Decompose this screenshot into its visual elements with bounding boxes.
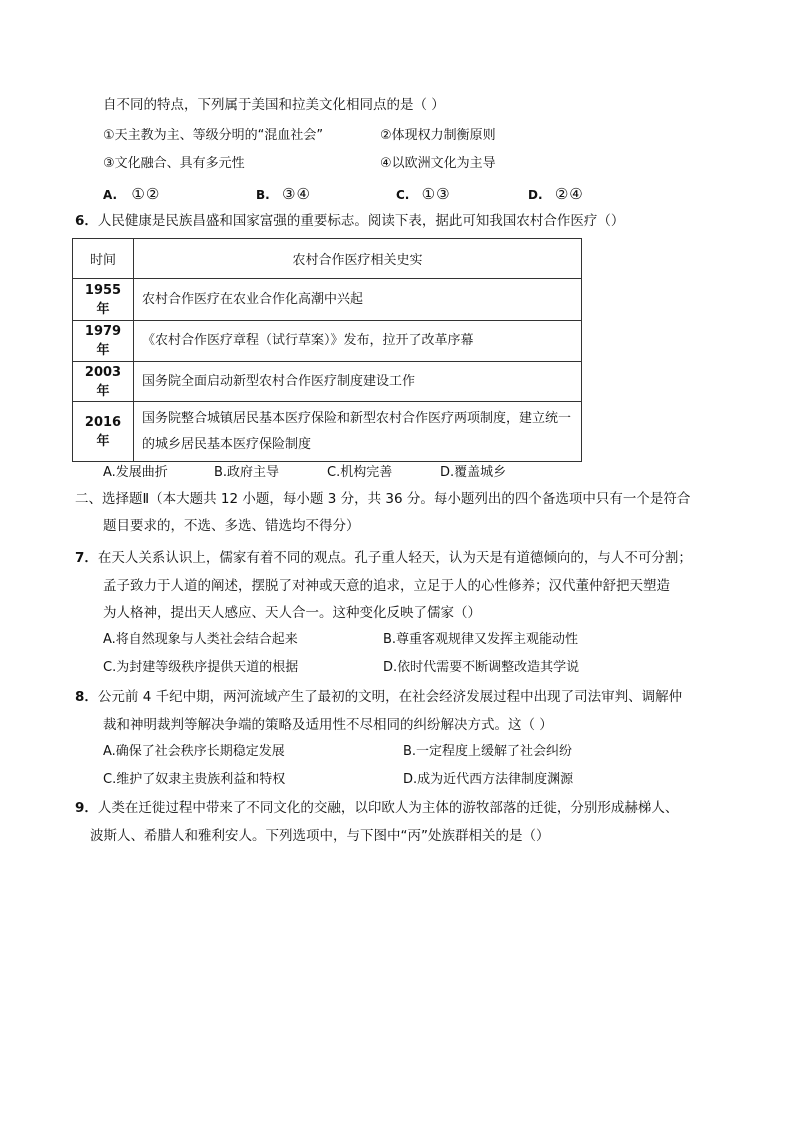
- q8-stem-line-1: 8．公元前 4 千纪中期，两河流域产生了最初的文明，在社会经济发展过程中出现了司法审判、调解仲: [75, 689, 683, 705]
- q5-item-4: ④以欧洲文化为主导: [380, 156, 496, 171]
- q7-option-b[interactable]: B.尊重客观规律又发挥主观能动性: [383, 632, 579, 647]
- table-row: [73, 321, 582, 362]
- q6-option-b[interactable]: B.政府主导: [214, 465, 280, 480]
- table-cell-fact: 国务院整合城镇居民基本医疗保险和新型农村合作医疗两项制度，建立统一的城乡居民基本医疗保险制度: [134, 402, 582, 462]
- table-row: [73, 402, 582, 462]
- q5-option-c[interactable]: C. ①③: [396, 185, 451, 203]
- q5-item-2: ②体现权力制衡原则: [380, 128, 496, 143]
- q8-option-b[interactable]: B.一定程度上缓解了社会纠纷: [403, 744, 573, 759]
- table-row: [73, 279, 582, 321]
- q8-option-a[interactable]: A.确保了社会秩序长期稳定发展: [103, 744, 285, 759]
- q8-stem-line-2: 裁和神明裁判等解决争端的策略及适用性不尽相同的纠纷解决方式。这（ ）: [103, 717, 553, 733]
- q6-option-a[interactable]: A.发展曲折: [103, 465, 168, 480]
- table-header-facts: 农村合作医疗相关史实: [134, 239, 582, 279]
- table-cell-year: 1979 年: [73, 321, 134, 362]
- q5-item-3: ③文化融合、具有多元性: [103, 156, 245, 171]
- q9-stem-line-2: 波斯人、希腊人和雅利安人。下列选项中，与下图中“丙”处族群相关的是（）: [90, 828, 550, 844]
- section-2-header: 二、选择题Ⅱ（本大题共 12 小题，每小题 3 分，共 36 分。每小题列出的四个备选项中只有一个是符合: [75, 491, 691, 507]
- q5-stem: 自不同的特点，下列属于美国和拉美文化相同点的是（ ）: [103, 97, 445, 113]
- q5-item-1: ①天主教为主、等级分明的“混血社会”: [103, 128, 324, 143]
- q6-stem: 6．人民健康是民族昌盛和国家富强的重要标志。阅读下表，据此可知我国农村合作医疗（）: [75, 213, 625, 229]
- table-cell-year: 1955 年: [73, 279, 134, 321]
- q7-stem-line-2: 孟子致力于人道的阐述，摆脱了对神或天意的追求，立足于人的心性修养；汉代董仲舒把天塑造: [103, 578, 670, 594]
- q7-stem-line-1: 7．在天人关系认识上，儒家有着不同的观点。孔子重人轻天，认为天是有道德倾向的，与人不可分割；: [75, 550, 692, 566]
- q6-history-table: [72, 238, 582, 462]
- q6-option-d[interactable]: D.覆盖城乡: [440, 465, 507, 480]
- table-cell-fact: 国务院全面启动新型农村合作医疗制度建设工作: [134, 362, 582, 402]
- q6-option-c[interactable]: C.机构完善: [327, 465, 393, 480]
- q9-stem-line-1: 9．人类在迁徙过程中带来了不同文化的交融，以印欧人为主体的游牧部落的迁徙，分别形成赫梯人、: [75, 800, 679, 816]
- table-row: [73, 362, 582, 402]
- q5-option-a[interactable]: A. ①②: [103, 185, 161, 203]
- q8-option-c[interactable]: C.维护了奴隶主贵族利益和特权: [103, 772, 286, 787]
- table-cell-year: 2003 年: [73, 362, 134, 402]
- q7-option-d[interactable]: D.依时代需要不断调整改造其学说: [383, 660, 580, 675]
- q7-stem-line-3: 为人格神，提出天人感应、天人合一。这种变化反映了儒家（）: [103, 605, 481, 621]
- q7-option-c[interactable]: C.为封建等级秩序提供天道的根据: [103, 660, 299, 675]
- table-header-row: [73, 239, 582, 279]
- table-cell-fact: 《农村合作医疗章程（试行草案）》发布，拉开了改革序幕: [134, 321, 582, 362]
- table-cell-fact: 农村合作医疗在农业合作化高潮中兴起: [134, 279, 582, 321]
- table-cell-year: 2016 年: [73, 402, 134, 462]
- table-header-time: 时间: [73, 239, 134, 279]
- q5-option-d[interactable]: D. ②④: [528, 185, 584, 203]
- q7-option-a[interactable]: A.将自然现象与人类社会结合起来: [103, 632, 298, 647]
- q8-option-d[interactable]: D.成为近代西方法律制度渊源: [403, 772, 574, 787]
- q5-option-b[interactable]: B. ③④: [256, 185, 311, 203]
- section-2-header-cont: 题目要求的，不选、多选、错选均不得分）: [103, 518, 360, 534]
